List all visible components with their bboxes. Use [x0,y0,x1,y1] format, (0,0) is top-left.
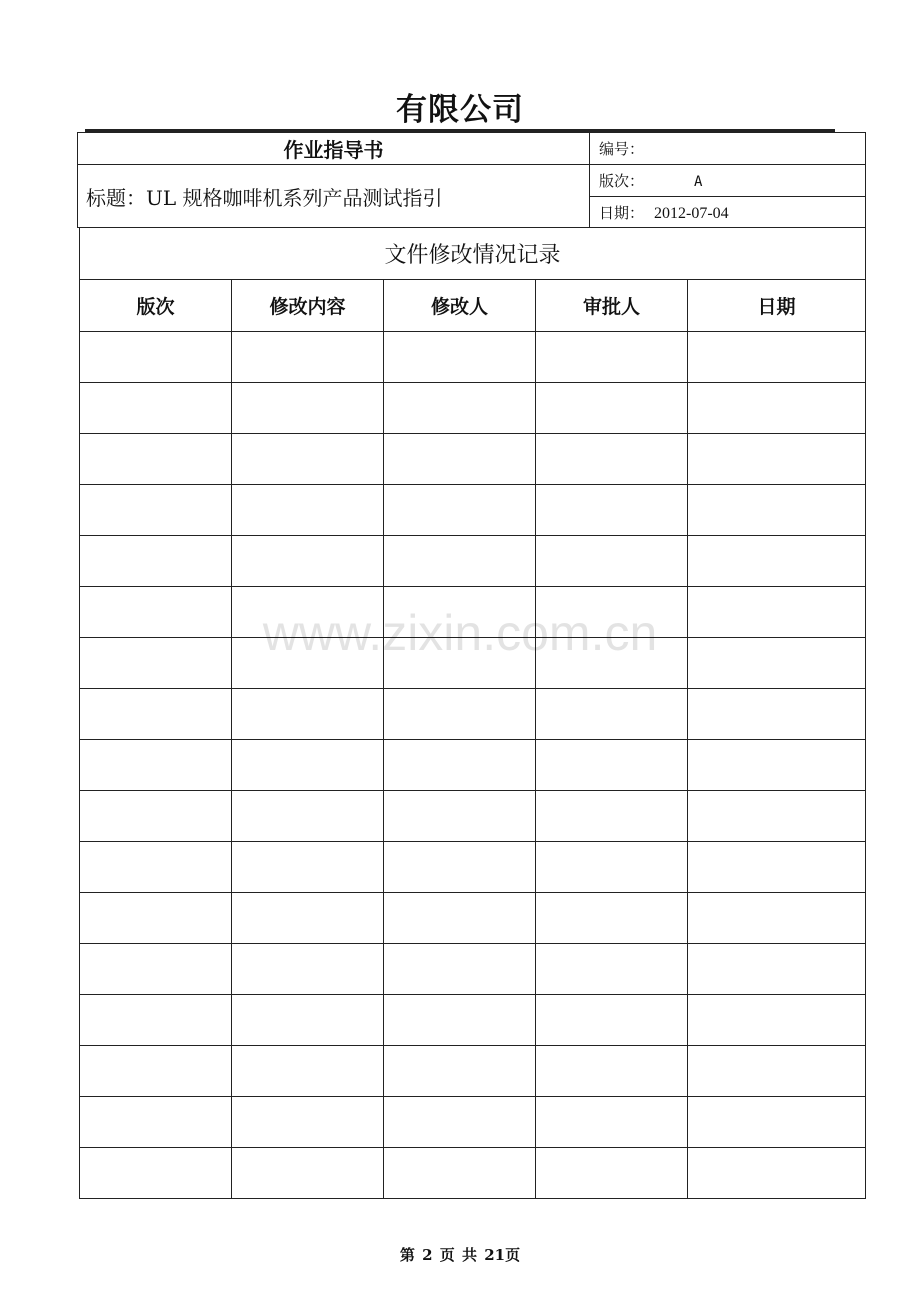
table-cell [536,893,688,944]
table-cell [384,1148,536,1199]
doc-date-label: 日期： [599,203,645,222]
table-cell [80,842,232,893]
page-footer: 第 2 页 共 21页 [399,1246,521,1264]
table-cell [688,332,866,383]
table-cell [232,689,384,740]
company-name: 有限公司 [396,92,524,128]
column-header-approver: 审批人 [536,280,688,332]
table-row [80,536,866,587]
table-row [80,842,866,893]
table-cell [536,1148,688,1199]
doc-number-label: 编号： [599,140,645,158]
table-cell [232,791,384,842]
table-cell [688,995,866,1046]
document-header-table [77,132,866,228]
table-row [80,689,866,740]
table-cell [80,893,232,944]
table-cell [232,1097,384,1148]
table-cell [232,638,384,689]
table-row [80,944,866,995]
table-cell [688,536,866,587]
table-cell [232,485,384,536]
table-cell [384,944,536,995]
table-cell [80,536,232,587]
table-cell [80,689,232,740]
table-cell [536,638,688,689]
table-cell [80,638,232,689]
table-cell [80,740,232,791]
revision-record-body [80,332,866,1199]
table-cell [384,434,536,485]
table-cell [384,1046,536,1097]
table-cell [536,1046,688,1097]
table-cell [384,689,536,740]
table-cell [688,383,866,434]
table-cell [384,332,536,383]
table-cell [232,740,384,791]
table-row [80,1097,866,1148]
table-cell [536,332,688,383]
table-cell [688,893,866,944]
table-cell [536,995,688,1046]
table-cell [536,434,688,485]
table-cell [232,332,384,383]
doc-version-value: A [694,174,703,190]
table-row [80,995,866,1046]
table-cell [688,689,866,740]
table-cell [232,995,384,1046]
table-cell [384,842,536,893]
table-cell [384,383,536,434]
table-cell [688,740,866,791]
column-header-date: 日期 [688,280,866,332]
table-cell [688,485,866,536]
doc-version-label: 版次： [599,172,645,190]
table-cell [688,587,866,638]
table-cell [80,434,232,485]
table-row [80,434,866,485]
doc-type-cell: 作业指导书 [78,133,590,165]
table-row [80,740,866,791]
table-cell [384,536,536,587]
table-cell [384,587,536,638]
table-cell [384,791,536,842]
revision-record-title: 文件修改情况记录 [80,228,866,280]
doc-version-cell [590,165,866,197]
table-cell [536,1097,688,1148]
table-cell [80,1097,232,1148]
revision-record-table [79,227,866,1199]
table-row [80,638,866,689]
table-cell [536,740,688,791]
table-cell [536,383,688,434]
doc-date-cell [590,197,866,228]
table-cell [80,383,232,434]
doc-title-cell: 标题：UL 规格咖啡机系列产品测试指引 [78,165,590,228]
table-cell [688,1046,866,1097]
table-cell [688,1148,866,1199]
table-cell [80,1046,232,1097]
column-header-modifier: 修改人 [384,280,536,332]
table-cell [536,536,688,587]
table-cell [536,485,688,536]
table-cell [232,893,384,944]
column-header-change-content: 修改内容 [232,280,384,332]
table-cell [536,842,688,893]
table-cell [688,944,866,995]
table-cell [536,944,688,995]
doc-date-value: 2012-07-04 [654,204,729,222]
table-cell [384,995,536,1046]
table-cell [536,689,688,740]
table-cell [80,944,232,995]
table-row [80,332,866,383]
table-cell [232,587,384,638]
table-cell [384,740,536,791]
table-row [80,893,866,944]
table-row [80,485,866,536]
table-cell [232,1148,384,1199]
table-cell [384,1097,536,1148]
table-cell [232,944,384,995]
table-row [80,1046,866,1097]
table-cell [80,587,232,638]
table-row [80,791,866,842]
table-cell [688,434,866,485]
table-cell [232,1046,384,1097]
table-cell [80,1148,232,1199]
table-row [80,587,866,638]
table-cell [384,638,536,689]
table-cell [232,434,384,485]
doc-number-cell [590,133,866,165]
table-cell [536,587,688,638]
table-cell [80,995,232,1046]
table-cell [80,332,232,383]
table-cell [80,791,232,842]
table-cell [688,1097,866,1148]
table-cell [688,842,866,893]
table-row [80,1148,866,1199]
table-cell [80,485,232,536]
table-cell [688,638,866,689]
table-cell [232,536,384,587]
table-cell [384,485,536,536]
column-header-version: 版次 [80,280,232,332]
table-cell [232,842,384,893]
table-cell [688,791,866,842]
table-cell [536,791,688,842]
table-cell [232,383,384,434]
table-row [80,383,866,434]
watermark: www.zixin.com.cn [262,605,658,661]
table-cell [384,893,536,944]
